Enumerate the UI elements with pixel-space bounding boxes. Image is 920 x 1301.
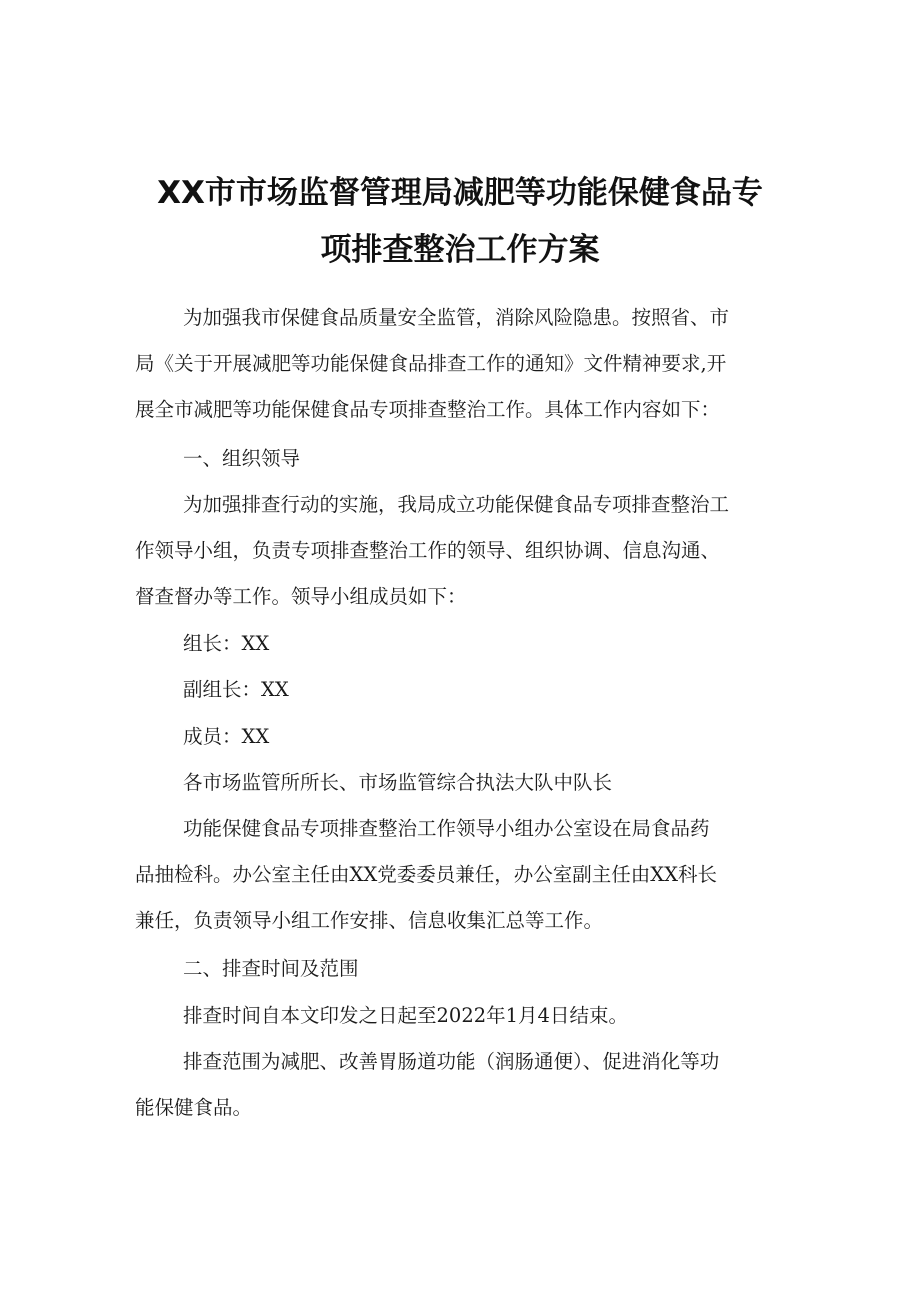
section-1-paragraph (135, 482, 795, 620)
office-line-2: 品抽检科。办公室主任由XX党委委员兼任，办公室副主任由XX科长 (135, 863, 718, 886)
leader-line: 组长：XX (183, 632, 270, 655)
intro-paragraph (135, 295, 795, 433)
intro-line-3: 展全市减肥等功能保健食品专项排查整治工作。具体工作内容如下： (135, 398, 721, 421)
office-paragraph (135, 806, 795, 944)
intro-line-1: 为加强我市保健食品质量安全监管，消除风险隐患。按照省、市 (183, 306, 730, 329)
office-line-1: 功能保健食品专项排查整治工作领导小组办公室设在局食品药 (183, 817, 710, 840)
scope-line-2: 能保健食品。 (135, 1096, 253, 1119)
section-2-heading: 二、排查时间及范围 (183, 957, 359, 980)
scope-paragraph (135, 1039, 795, 1131)
section-1-heading: 一、组织领导 (183, 447, 301, 470)
document-title-line-2: 项排查整治工作方案 (320, 232, 600, 268)
section-1-line-3: 督查督办等工作。领导小组成员如下： (135, 585, 467, 608)
members-line: 成员：XX (183, 725, 270, 748)
section-2-time: 排查时间自本文印发之日起至2022年1月4日结束。 (183, 1004, 628, 1027)
document-title-line-1: XX市市场监督管理局减肥等功能保健食品专 (157, 175, 763, 211)
scope-line-1: 排查范围为减肥、改善胃肠道功能（润肠通便）、促进消化等功 (183, 1050, 720, 1073)
section-1-line-2: 作领导小组，负责专项排查整治工作的领导、组织协调、信息沟通、 (135, 539, 721, 562)
section-1-line-1: 为加强排查行动的实施，我局成立功能保健食品专项排查整治工 (183, 493, 730, 516)
office-line-3: 兼任，负责领导小组工作安排、信息收集汇总等工作。 (135, 909, 604, 932)
deputy-leader-line: 副组长：XX (183, 678, 289, 701)
members-detail-line: 各市场监管所所长、市场监管综合执法大队中队长 (183, 771, 613, 794)
intro-line-2: 局《关于开展减肥等功能保健食品排查工作的通知》文件精神要求,开 (135, 352, 727, 375)
